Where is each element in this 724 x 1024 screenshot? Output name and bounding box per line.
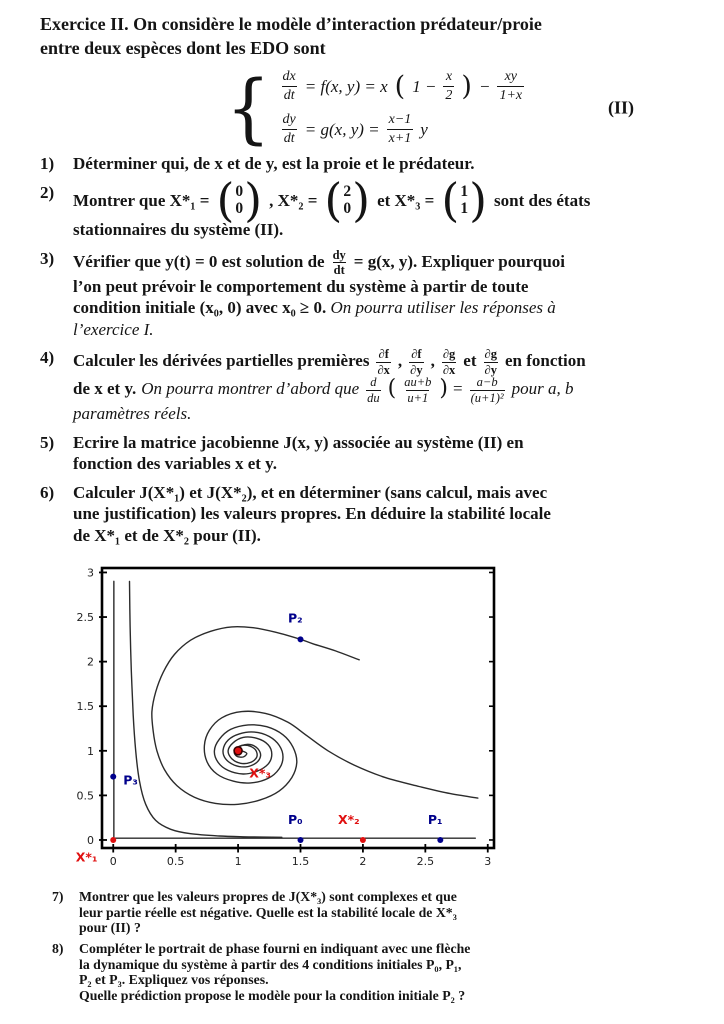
exercise-item-4	[40, 347, 700, 425]
equilibrium-point	[360, 837, 366, 843]
phase-portrait-figure	[64, 560, 700, 881]
equilibrium-point	[234, 747, 242, 755]
x-tick-label: 2.5	[416, 855, 435, 869]
x-tick-label: 0	[109, 855, 117, 869]
intro-line-2: entre deux espèces dont les EDO sont	[40, 38, 326, 58]
close-paren: )	[461, 71, 472, 102]
initial-condition-label: P₀	[288, 812, 303, 828]
item-7-line-1: Montrer que les valeurs propres de J(X*₃) sont complexes et que	[79, 889, 457, 905]
item-number: 7)	[52, 889, 64, 905]
item-number: 8)	[52, 941, 64, 956]
equilibrium-point	[110, 837, 116, 843]
item-number: 2)	[40, 182, 55, 202]
fraction-dx-dt: $\frac{dx}{dt}$	[282, 69, 296, 103]
y-tick-label: 2	[87, 655, 94, 669]
initial-condition-label: P₂	[288, 610, 303, 626]
initial-condition-point	[110, 774, 116, 780]
eq2-y: y	[420, 119, 428, 139]
item-3-line-3: condition initiale (x₀, 0) avec x₀ ≥ 0. On pourra utiliser les réponses à	[73, 298, 556, 318]
item-3-line-4: l’exercice I.	[73, 319, 154, 339]
item-6-line-3: de X*₁ et de X*₂ pour (II).	[73, 525, 261, 545]
fraction-d-du: d du	[367, 375, 380, 405]
item-6-line-2: une justification) les valeurs propres. En déduire la stabilité locale	[73, 504, 551, 524]
open-paren: (	[387, 376, 397, 402]
equation-line-1	[281, 70, 525, 103]
item-2-line-2: stationnaires du système (II).	[73, 220, 284, 240]
initial-condition-point	[297, 837, 303, 843]
fraction-aub-u1: au+b u+1	[404, 375, 432, 405]
eq1-inner: 1 −	[412, 76, 437, 96]
item-5-line-1: Ecrire la matrice jacobienne J(x, y) associée au système (II) en	[73, 432, 524, 452]
system-brace: {	[226, 63, 271, 152]
x-tick-label: 0.5	[166, 855, 185, 869]
item-4-line-3: paramètres réels.	[73, 404, 192, 424]
x-tick-label: 1.5	[291, 855, 310, 869]
initial-condition-point	[437, 837, 443, 843]
column-vector-x1: ( 0 0 )	[216, 172, 263, 227]
item-3-line-2: l’on peut prévoir le comportement du système à partir de toute	[73, 276, 529, 296]
item-7-line-3: pour (II) ?	[79, 920, 141, 936]
fraction-x-2: $\frac{x}{2}$	[445, 69, 453, 103]
item-4-line-2: de x et y. On pourra montrer d’abord que d du ( au+b u+1 ) = $\frac{a-b}{\text{(u+1)²}}$ pour a, b	[73, 375, 574, 405]
equation-system	[40, 63, 700, 152]
initial-condition-point	[297, 637, 303, 643]
fraction-df-dx: ∂f ∂x	[377, 347, 390, 377]
y-tick-label: 2.5	[76, 611, 94, 625]
item-7-line-2: leur partie réelle est négative. Quelle est la stabilité locale de X*₃	[79, 904, 457, 920]
item-8-line-4: Quelle prédiction propose le modèle pour la condition initiale P₂ ?	[79, 987, 466, 1003]
equation-body	[226, 63, 524, 152]
y-tick-label: 3	[87, 566, 94, 580]
item-8-line-3: P₂ et P₃. Expliquez vos réponses.	[79, 972, 269, 988]
exercise-item-5	[40, 432, 700, 475]
initial-condition-label: P₁	[427, 812, 443, 828]
fraction-dg-dx: ∂g ∂x	[442, 347, 456, 377]
exercise-item-7	[52, 889, 700, 936]
fraction-dy-dt: $\frac{dy}{dt}$	[332, 247, 346, 278]
exercise-item-1	[40, 153, 700, 175]
y-tick-label: 0	[87, 834, 94, 848]
exercise-item-8	[52, 941, 700, 1003]
column-vector-x3: ( 1 1 )	[441, 172, 488, 227]
equation-line-2	[281, 113, 525, 146]
intro-paragraph	[40, 12, 700, 60]
item-number: 5)	[40, 432, 55, 452]
item-6-line-1: Calculer J(X*₁) et J(X*₂), et en déterminer (sans calcul, mais avec	[73, 482, 548, 502]
x-tick-label: 3	[484, 855, 492, 869]
y-tick-label: 1	[87, 745, 94, 759]
equilibrium-label: X*₃	[249, 765, 271, 781]
eq1-minus: −	[478, 76, 491, 96]
x-tick-label: 1	[234, 855, 242, 869]
item-8-line-2: la dynamique du système à partir des 4 conditions initiales P₀, P₁,	[79, 956, 462, 972]
intro-line-1: Exercice II. On considère le modèle d’interaction prédateur/proie	[40, 14, 542, 34]
item-5-line-2: fonction des variables x et y.	[73, 454, 277, 474]
item-2-line-1: Montrer que X*₁ = ( 0 0 ) , X*₂ = ( 2 0 ) et X*₃ = ( 1 1 ) sont des états	[73, 172, 591, 227]
y-tick-label: 0.5	[76, 789, 94, 803]
exercise-item-6	[40, 482, 700, 547]
trajectory-spiral-from-right-edge	[204, 712, 477, 799]
x-tick-label: 2	[359, 855, 367, 869]
fraction-dy-dt: $\frac{dy}{dt}$	[282, 112, 296, 146]
lower-items	[52, 889, 700, 1003]
item-3-line-1: Vérifier que y(t) = 0 est solution de $\frac{dy}{dt}$ = g(x, y). Expliquer pourquoi	[73, 247, 566, 278]
eq1-text: = f(x, y) = x	[304, 76, 388, 96]
equilibrium-label: X*₂	[337, 812, 360, 828]
initial-condition-label: P₃	[123, 772, 138, 788]
exercise-item-3	[40, 248, 700, 341]
fraction-amb-u1sq: $\frac{a-b}{\text{(u+1)²}}$	[470, 375, 504, 405]
item-8-line-1: Compléter le portrait de phase fourni en indiquant avec une flèche	[79, 941, 471, 956]
fraction-dg-dy: ∂g ∂y	[484, 347, 497, 377]
eq2-text: = g(x, y) =	[304, 119, 380, 139]
open-paren: (	[394, 71, 406, 102]
item-number: 1)	[40, 154, 55, 173]
fraction-df-dy: ∂f ∂y	[410, 347, 423, 377]
exercise-item-2	[40, 172, 700, 241]
fraction-xm1-xp1: $\frac{x-1}{x+1}$	[388, 112, 412, 146]
item-4-line-1: Calculer les dérivées partielles premières ∂f ∂x , ∂f ∂y , ∂g ∂x et ∂g ∂y en fonction	[73, 347, 586, 377]
close-paren: )	[439, 376, 449, 402]
item-1-line-1: Déterminer qui, de x et de y, est la proie et le prédateur.	[73, 154, 475, 173]
fraction-xy-1px: $\frac{xy}{1+x}$	[499, 69, 523, 103]
equation-label: (II)	[608, 97, 634, 118]
item-number: 6)	[40, 482, 55, 502]
item-number: 3)	[40, 248, 55, 268]
column-vector-x2: ( 2 0 )	[324, 172, 371, 227]
phase-portrait-plot	[64, 560, 504, 876]
y-tick-label: 1.5	[76, 700, 94, 714]
item-number: 4)	[40, 348, 55, 368]
equilibrium-label: X*₁	[75, 849, 98, 865]
